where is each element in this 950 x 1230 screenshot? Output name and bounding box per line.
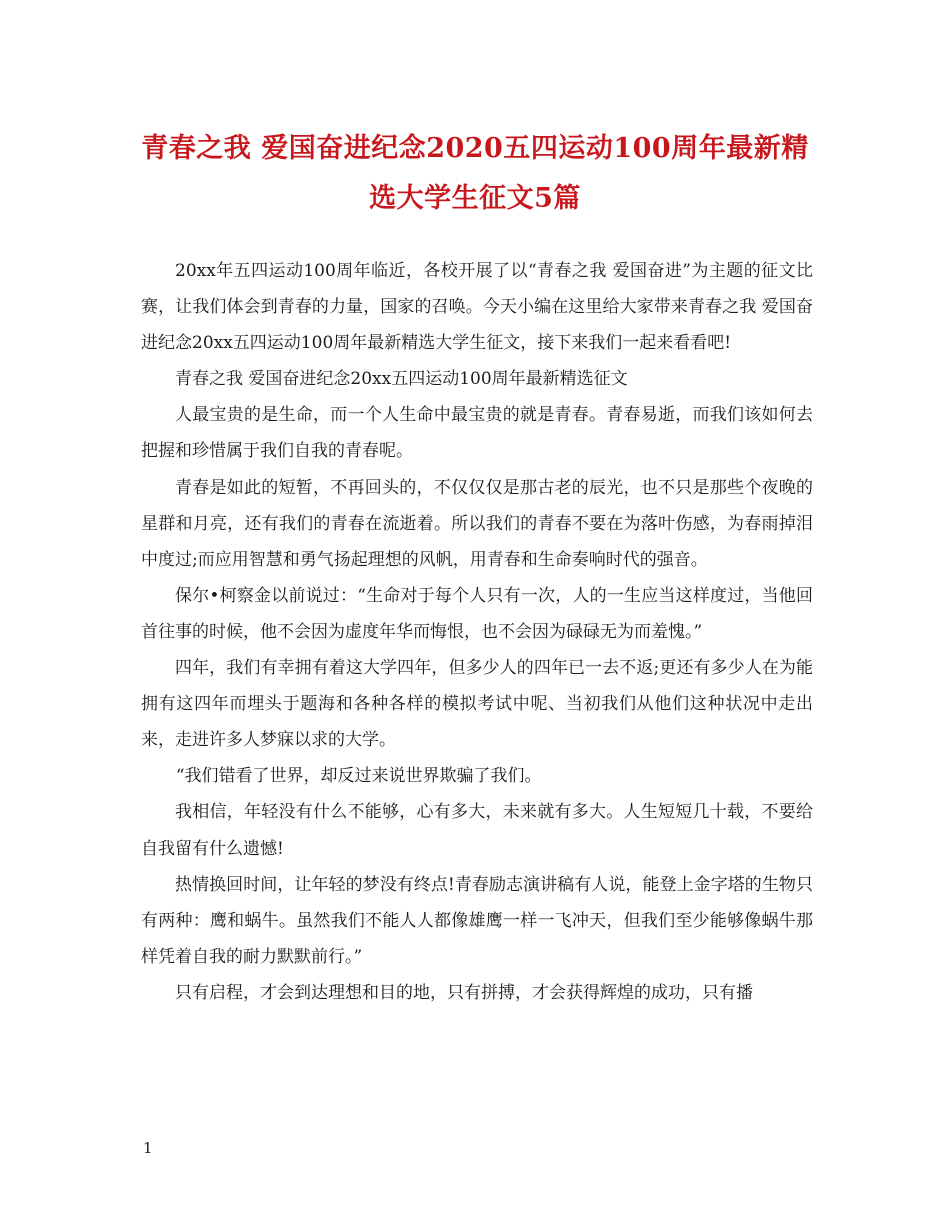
paragraph-intro: 20xx年五四运动100周年临近，各校开展了以“青春之我 爱国奋进”为主题的征文比赛，让我们体会到青春的力量，国家的召唤。今天小编在这里给大家带来青春之我 爱国奋进纪念20xx五四运动100周年最新精选大学生征文，接下来我们一起来看看吧! [141, 261, 813, 354]
paragraph-youth-short: 青春是如此的短暂，不再回头的，不仅仅仅是那古老的辰光，也不只是那些个夜晚的星群和月亮，还有我们的青春在流逝着。所以我们的青春不要在为落叶伤感，为春雨掉泪中度过;而应用智慧和勇气扬起理想的风帆，用青春和生命奏响时代的强音。 [141, 477, 813, 570]
paragraph-four-years: 四年，我们有幸拥有着这大学四年，但多少人的四年已一去不返;更还有多少人在为能拥有这四年而埋头于题海和各种各样的模拟考试中呢、当初我们从他们这种状况中走出来，走进许多人梦寐以求的大学。 [141, 658, 813, 751]
paragraph-passion: 热情换回时间，让年轻的梦没有终点!青春励志演讲稿有人说，能登上金字塔的生物只有两种：鹰和蜗牛。虽然我们不能人人都像雄鹰一样一飞冲天，但我们至少能够像蜗牛那样凭着自我的耐力默默前行。” [141, 874, 813, 967]
paragraph-world-quote: “我们错看了世界，却反过来说世界欺骗了我们。 [175, 766, 542, 787]
document-body [141, 253, 813, 1011]
paragraph-subtitle: 青春之我 爱国奋进纪念20xx五四运动100周年最新精选征文 [175, 369, 628, 390]
paragraph-life-youth: 人最宝贵的是生命，而一个人生命中最宝贵的就是青春。青春易逝，而我们该如何去把握和珍惜属于我们自我的青春呢。 [141, 405, 813, 462]
paragraph-quote-pavel: 保尔•柯察金以前说过：“生命对于每个人只有一次，人的一生应当这样度过，当他回首往事的时候，他不会因为虚度年华而悔恨，也不会因为碌碌无为而羞愧。” [141, 585, 813, 642]
paragraph-believe: 我相信，年轻没有什么不能够，心有多大，未来就有多大。人生短短几十载，不要给自我留有什么遗憾! [141, 802, 813, 859]
document-title: 青春之我 爱国奋进纪念2020五四运动100周年最新精选大学生征文5篇 [141, 133, 809, 214]
paragraph-only-start: 只有启程，才会到达理想和目的地，只有拼搏，才会获得辉煌的成功，只有播 [175, 982, 753, 1003]
page-number: 1 [143, 1139, 153, 1157]
